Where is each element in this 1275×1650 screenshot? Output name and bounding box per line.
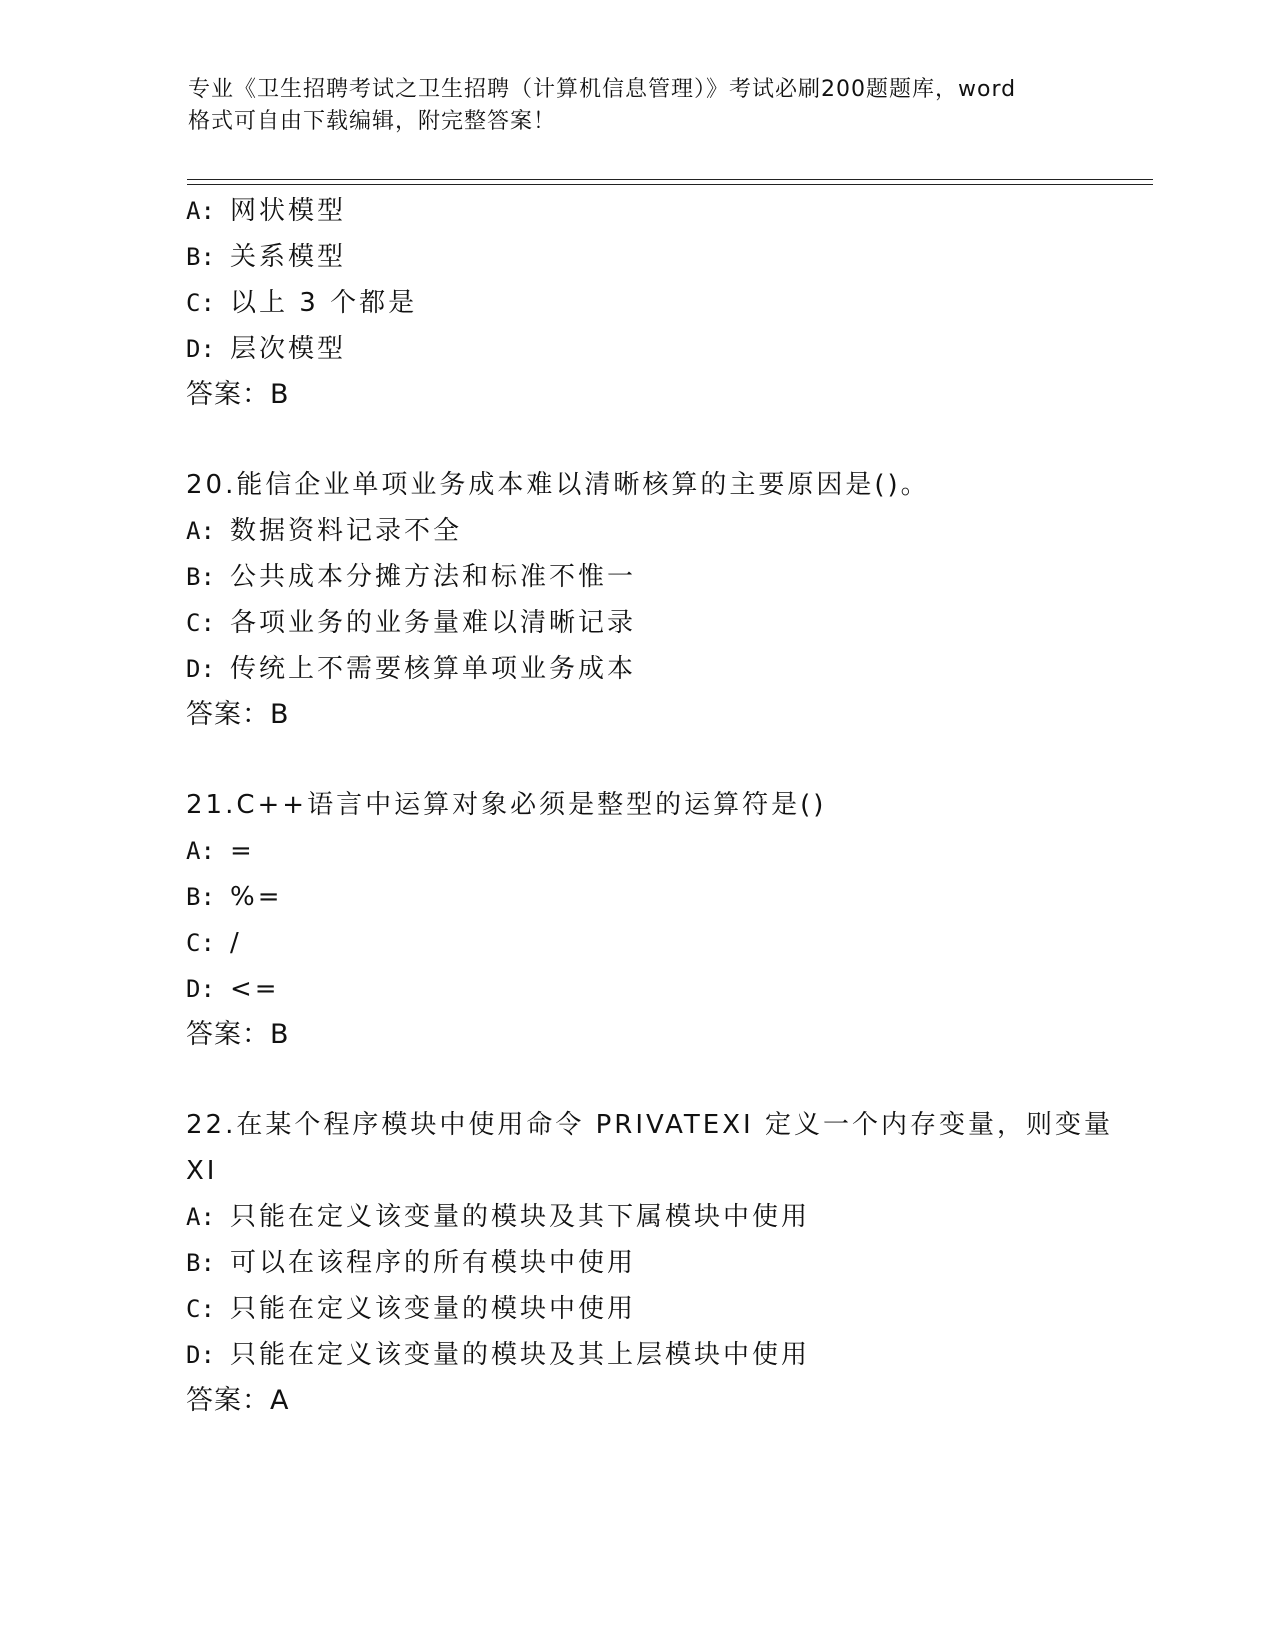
option-text: 以上 3 个都是 bbox=[230, 288, 418, 318]
option-letter: A: bbox=[186, 1203, 215, 1231]
option-text: %= bbox=[230, 882, 283, 912]
option-d bbox=[186, 326, 1186, 372]
question-text: 21.C++语言中运算对象必须是整型的运算符是() bbox=[186, 790, 827, 820]
option-text: 数据资料记录不全 bbox=[230, 516, 463, 546]
answer-line: 答案：B bbox=[186, 379, 290, 410]
option-text: 网状模型 bbox=[230, 196, 347, 226]
option-text: <= bbox=[230, 974, 280, 1004]
option-text: 只能在定义该变量的模块及其上层模块中使用 bbox=[230, 1340, 811, 1370]
option-text: 关系模型 bbox=[230, 242, 347, 272]
option-text: 只能在定义该变量的模块及其下属模块中使用 bbox=[230, 1202, 811, 1232]
option-c bbox=[186, 1286, 1186, 1332]
option-letter: D: bbox=[186, 1341, 215, 1369]
option-letter: A: bbox=[186, 197, 215, 225]
option-letter: C: bbox=[186, 289, 215, 317]
option-c bbox=[186, 280, 1186, 326]
option-letter: C: bbox=[186, 929, 215, 957]
option-b bbox=[186, 554, 1186, 600]
option-a bbox=[186, 1194, 1186, 1240]
option-letter: D: bbox=[186, 335, 215, 363]
option-text: 传统上不需要核算单项业务成本 bbox=[230, 654, 637, 684]
option-letter: C: bbox=[186, 609, 215, 637]
option-letter: D: bbox=[186, 655, 215, 683]
option-c bbox=[186, 600, 1186, 646]
question-block bbox=[186, 1102, 1186, 1424]
option-text: 公共成本分摊方法和标准不惟一 bbox=[230, 562, 637, 592]
option-text: 各项业务的业务量难以清晰记录 bbox=[230, 608, 637, 638]
option-b bbox=[186, 1240, 1186, 1286]
option-letter: A: bbox=[186, 517, 215, 545]
option-a bbox=[186, 828, 1186, 874]
option-letter: B: bbox=[186, 883, 215, 911]
header-rule-bottom bbox=[187, 184, 1153, 185]
option-text: 只能在定义该变量的模块中使用 bbox=[230, 1294, 637, 1324]
header-line-1: 专业《卫生招聘考试之卫生招聘（计算机信息管理）》考试必刷200题题库，word bbox=[188, 77, 1017, 102]
header-rule-top bbox=[187, 179, 1153, 180]
answer-line: 答案：A bbox=[186, 1385, 290, 1416]
option-letter: B: bbox=[186, 563, 215, 591]
option-b bbox=[186, 234, 1186, 280]
option-text: 可以在该程序的所有模块中使用 bbox=[230, 1248, 637, 1278]
option-letter: B: bbox=[186, 1249, 215, 1277]
option-d bbox=[186, 966, 1186, 1012]
option-text: / bbox=[230, 928, 242, 958]
option-letter: C: bbox=[186, 1295, 215, 1323]
option-a bbox=[186, 508, 1186, 554]
option-letter: D: bbox=[186, 975, 215, 1003]
question-block bbox=[186, 782, 1186, 1058]
option-d bbox=[186, 1332, 1186, 1378]
answer-line: 答案：B bbox=[186, 699, 290, 730]
document-header bbox=[188, 74, 1088, 138]
question-block bbox=[186, 462, 1186, 738]
header-line-2: 格式可自由下载编辑，附完整答案！ bbox=[188, 109, 557, 134]
spacer bbox=[186, 418, 1186, 462]
answer-line: 答案：B bbox=[186, 1019, 290, 1050]
spacer bbox=[186, 1058, 1186, 1102]
question-text: 20.能信企业单项业务成本难以清晰核算的主要原因是()。 bbox=[186, 470, 930, 500]
option-letter: B: bbox=[186, 243, 215, 271]
question-text-continued: XI bbox=[186, 1156, 218, 1186]
spacer bbox=[186, 738, 1186, 782]
option-b bbox=[186, 874, 1186, 920]
option-text: 层次模型 bbox=[230, 334, 347, 364]
option-text: = bbox=[230, 836, 255, 866]
option-d bbox=[186, 646, 1186, 692]
question-text: 22.在某个程序模块中使用命令 PRIVATEXI 定义一个内存变量，则变量 bbox=[186, 1110, 1113, 1140]
question-content bbox=[186, 188, 1186, 1424]
question-block bbox=[186, 188, 1186, 418]
option-letter: A: bbox=[186, 837, 215, 865]
option-a bbox=[186, 188, 1186, 234]
option-c bbox=[186, 920, 1186, 966]
